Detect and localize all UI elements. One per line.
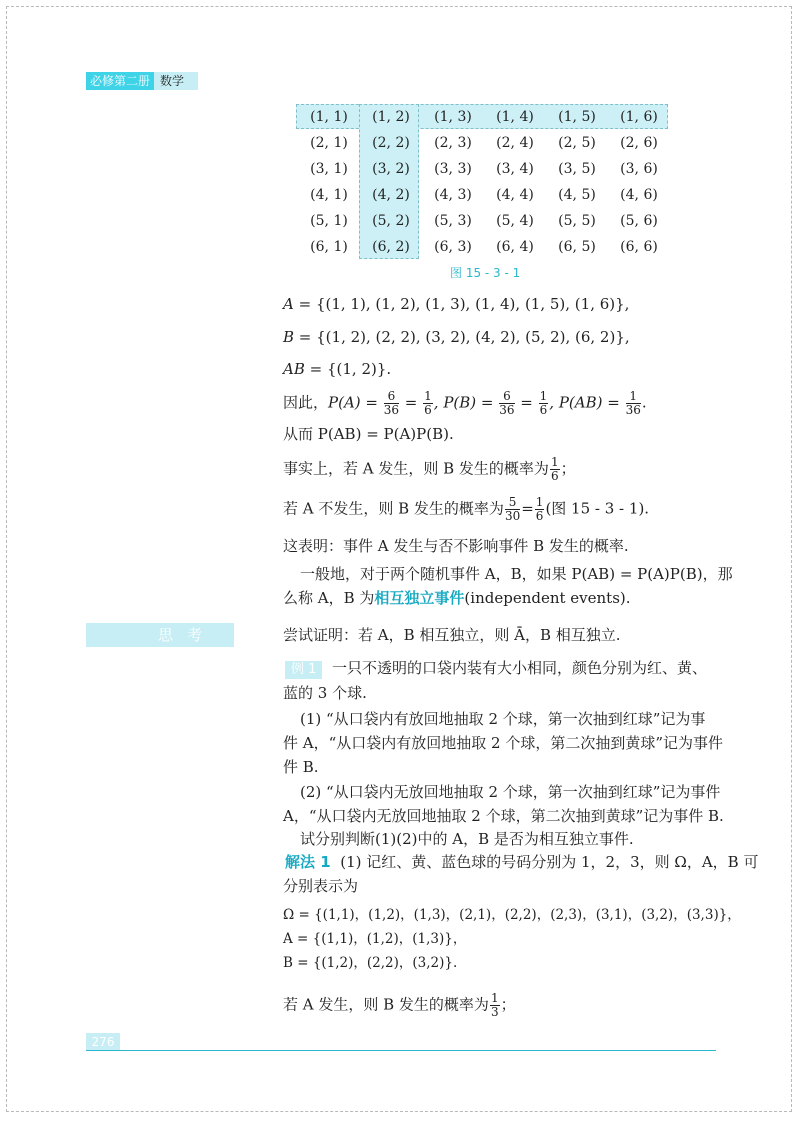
solution-line-1: 解法 1 (1) 记红、黄、蓝色球的号码分别为 1，2，3，则 Ω，A，B 可 — [285, 853, 759, 871]
grid-cell: (5, 1) — [310, 213, 348, 229]
grid-cell: (4, 4) — [496, 187, 534, 203]
grid-cell: (5, 2) — [372, 213, 410, 229]
grid-cell: (6, 3) — [434, 239, 472, 255]
figure-caption: 图 15 - 3 - 1 — [450, 266, 521, 280]
fraction: $\frac{1}{6}$ — [424, 389, 432, 417]
think-sidebar-label: 思考 — [86, 623, 234, 647]
solution-tag: 解法 1 — [285, 853, 331, 871]
example-line-2: 蓝的 3 个球. — [283, 684, 367, 702]
hence-line: 从而 P(AB) = P(A)P(B). — [283, 425, 454, 443]
grid-cell: (3, 4) — [496, 161, 534, 177]
set-AB-elements: = {(1, 2)}. — [304, 360, 392, 378]
fact-1-line: 事实上，若 A 发生，则 B 发生的概率为 $\frac{1}{6}$ ； — [283, 455, 576, 483]
A-set: A = {(1,1)，(1,2)，(1,3)}， — [283, 931, 467, 947]
grid-cell: (1, 4) — [496, 109, 534, 125]
grid-cell: (2, 1) — [310, 135, 348, 151]
set-B-line — [283, 327, 630, 347]
grid-cell: (1, 5) — [558, 109, 596, 125]
set-AB-symbol: AB — [283, 360, 305, 378]
grid-cell: (6, 2) — [372, 239, 410, 255]
example-line-1: 例 1 一只不透明的口袋内装有大小相同，颜色分别为红、黄、 — [285, 658, 707, 679]
grid-cell: (2, 2) — [372, 135, 410, 151]
subject-label: 数学 — [160, 74, 185, 88]
grid-cell: (2, 3) — [434, 135, 472, 151]
omega-set: Ω = {(1,1)，(1,2)，(1,3)，(2,1)，(2,2)，(2,3)，(3,1)，(3,2)，(3,3)}， — [283, 907, 741, 923]
grid-cell: (1, 2) — [372, 109, 410, 125]
footer-rule — [86, 1050, 716, 1051]
example-line-5: 件 B. — [283, 758, 319, 776]
grid-cell: (1, 6) — [620, 109, 658, 125]
grid-cell: (3, 5) — [558, 161, 596, 177]
example-line-4: 件 A，“从口袋内有放回地抽取 2 个球，第二次抽到黄球”记为事件 — [283, 734, 724, 752]
example-line-7: A，“从口袋内无放回地抽取 2 个球，第二次抽到黄球”记为事件 B. — [283, 807, 724, 825]
fraction: $\frac{6}{36}$ — [383, 389, 400, 417]
B-set: B = {(1,2)，(2,2)，(3,2)}. — [283, 955, 458, 971]
probability-calc-line: 因此，P(A) = $\frac{6}{36}$ = $\frac{1}{6}$ , P(B) = $\frac{6}{36}$ = $\frac{1}{6}$ , P(AB) = $\frac{1}{36}$ . — [283, 389, 647, 417]
book-label: 必修第二册 — [86, 72, 154, 90]
set-B-symbol: B — [283, 328, 295, 346]
general-line-1: 一般地，对于两个随机事件 A，B，如果 P(AB) = P(A)P(B)，那 — [300, 565, 733, 583]
fraction: $\frac{1}{36}$ — [625, 389, 641, 417]
grid-cell: (3, 1) — [310, 161, 348, 177]
set-A-symbol: A — [283, 295, 294, 313]
grid-cell: (4, 1) — [310, 187, 348, 203]
key-term: 相互独立事件 — [374, 589, 465, 607]
grid-cell: (2, 6) — [620, 135, 658, 151]
fraction: $\frac{1}{6}$ — [535, 495, 544, 523]
solution-line-2: 分别表示为 — [283, 877, 359, 895]
set-AB-line — [283, 359, 391, 379]
grid-cell: (3, 3) — [434, 161, 472, 177]
grid-cell: (6, 5) — [558, 239, 596, 255]
grid-cell: (1, 3) — [434, 109, 472, 125]
solution-last-line: 若 A 发生，则 B 发生的概率为 $\frac{1}{3}$ ； — [283, 991, 516, 1019]
grid-cell: (4, 2) — [372, 187, 410, 203]
grid-cell: (3, 2) — [372, 161, 410, 177]
running-header — [86, 72, 198, 90]
grid-cell: (4, 6) — [620, 187, 658, 203]
think-prompt: 尝试证明：若 A，B 相互独立，则 Ā，B 相互独立. — [283, 626, 621, 644]
fraction: $\frac{1}{6}$ — [550, 455, 559, 483]
grid-cell: (5, 6) — [620, 213, 658, 229]
fraction: $\frac{6}{36}$ — [499, 389, 515, 417]
grid-cell: (1, 1) — [310, 109, 348, 125]
grid-cell: (5, 3) — [434, 213, 472, 229]
fraction: $\frac{1}{3}$ — [490, 991, 499, 1019]
fraction: $\frac{1}{6}$ — [539, 389, 548, 417]
grid-cell: (2, 4) — [496, 135, 534, 151]
example-line-8: 试分别判断(1)(2)中的 A，B 是否为相互独立事件. — [300, 830, 634, 848]
grid-cell: (5, 5) — [558, 213, 596, 229]
example-line-6: (2) “从口袋内无放回地抽取 2 个球，第一次抽到红球”记为事件 — [300, 783, 721, 801]
general-line-2: 么称 A，B 为相互独立事件(independent events). — [283, 589, 631, 607]
grid-cell: (3, 6) — [620, 161, 658, 177]
set-B-elements: = {(1, 2), (2, 2), (3, 2), (4, 2), (5, 2), (6, 2)}, — [294, 328, 630, 346]
set-A-line — [283, 294, 629, 314]
fraction: $\frac{5}{30}$ — [504, 495, 521, 523]
example-line-3: (1) “从口袋内有放回地抽取 2 个球，第一次抽到红球”记为事 — [300, 710, 706, 728]
grid-cell: (6, 4) — [496, 239, 534, 255]
grid-cell: (2, 5) — [558, 135, 596, 151]
fact-2-line: 若 A 不发生，则 B 发生的概率为 $\frac{5}{30}$ = $\frac{1}{6}$ (图 15 - 3 - 1). — [283, 495, 650, 523]
set-A-elements: = {(1, 1), (1, 2), (1, 3), (1, 4), (1, 5), (1, 6)}, — [293, 295, 630, 313]
shows-line: 这表明：事件 A 发生与否不影响事件 B 发生的概率. — [283, 537, 629, 555]
grid-cell: (6, 6) — [620, 239, 658, 255]
grid-cell: (6, 1) — [310, 239, 348, 255]
example-tag: 例 1 — [285, 661, 322, 679]
grid-cell: (5, 4) — [496, 213, 534, 229]
page-number: 276 — [86, 1033, 120, 1051]
grid-cell: (4, 5) — [558, 187, 596, 203]
grid-cell: (4, 3) — [434, 187, 472, 203]
